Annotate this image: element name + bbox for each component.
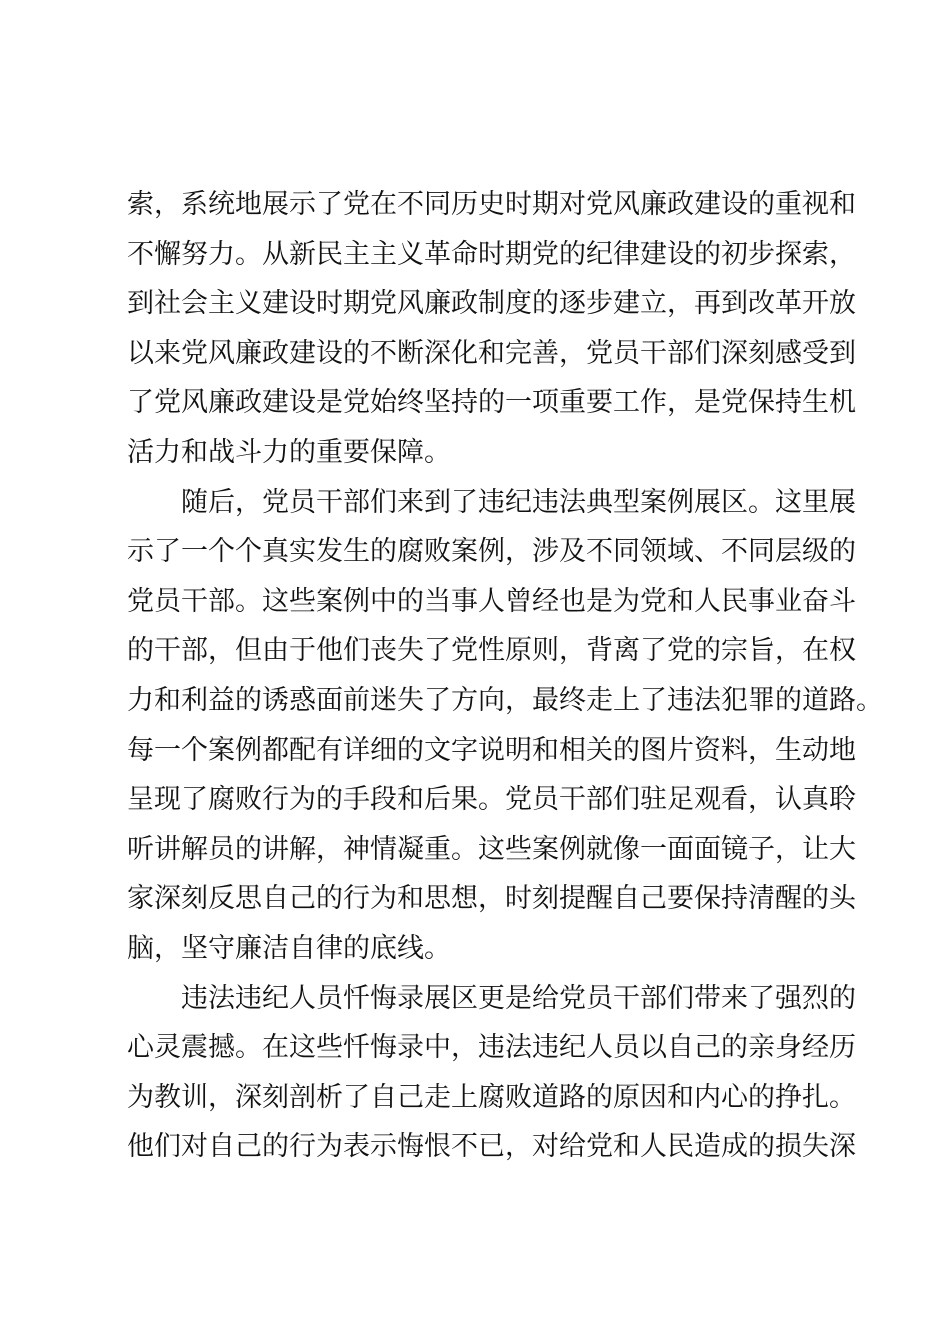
text-line: 活力和战斗力的重要保障。	[127, 436, 451, 468]
text-line: 脑，坚守廉洁自律的底线。	[127, 932, 451, 964]
text-line: 以来党风廉政建设的不断深化和完善，党员干部们深刻感受到	[127, 337, 856, 369]
text-line: 了党风廉政建设是党始终坚持的一项重要工作，是党保持生机	[127, 387, 856, 419]
text-line: 每一个案例都配有详细的文字说明和相关的图片资料，生动地	[127, 734, 856, 766]
text-line: 党员干部。这些案例中的当事人曾经也是为党和人民事业奋斗	[127, 585, 856, 617]
text-line: 家深刻反思自己的行为和思想，时刻提醒自己要保持清醒的头	[127, 883, 856, 915]
text-line: 的干部，但由于他们丧失了党性原则，背离了党的宗旨，在权	[127, 635, 856, 667]
text-line: 为教训，深刻剖析了自己走上腐败道路的原因和内心的挣扎。	[127, 1081, 856, 1113]
text-line: 心灵震撼。在这些忏悔录中，违法违纪人员以自己的亲身经历	[127, 1032, 856, 1064]
text-line: 违法违纪人员忏悔录展区更是给党员干部们带来了强烈的	[127, 982, 856, 1014]
text-line: 呈现了腐败行为的手段和后果。党员干部们驻足观看，认真聆	[127, 784, 856, 816]
text-line: 索，系统地展示了党在不同历史时期对党风廉政建设的重视和	[127, 189, 856, 220]
text-line: 不懈努力。从新民主主义革命时期党的纪律建设的初步探索，	[127, 238, 856, 270]
text-line: 到社会主义建设时期党风廉政制度的逐步建立，再到改革开放	[127, 288, 856, 320]
text-line: 听讲解员的讲解，神情凝重。这些案例就像一面面镜子，让大	[127, 833, 856, 865]
text-line: 示了一个个真实发生的腐败案例，涉及不同领域、不同层级的	[127, 536, 856, 568]
text-line: 他们对自己的行为表示悔恨不已，对给党和人民造成的损失深	[127, 1131, 856, 1163]
body-text	[127, 180, 883, 1172]
text-line: 随后，党员干部们来到了违纪违法典型案例展区。这里展	[127, 486, 856, 518]
text-line: 力和利益的诱惑面前迷失了方向，最终走上了违法犯罪的道路。	[127, 684, 883, 716]
